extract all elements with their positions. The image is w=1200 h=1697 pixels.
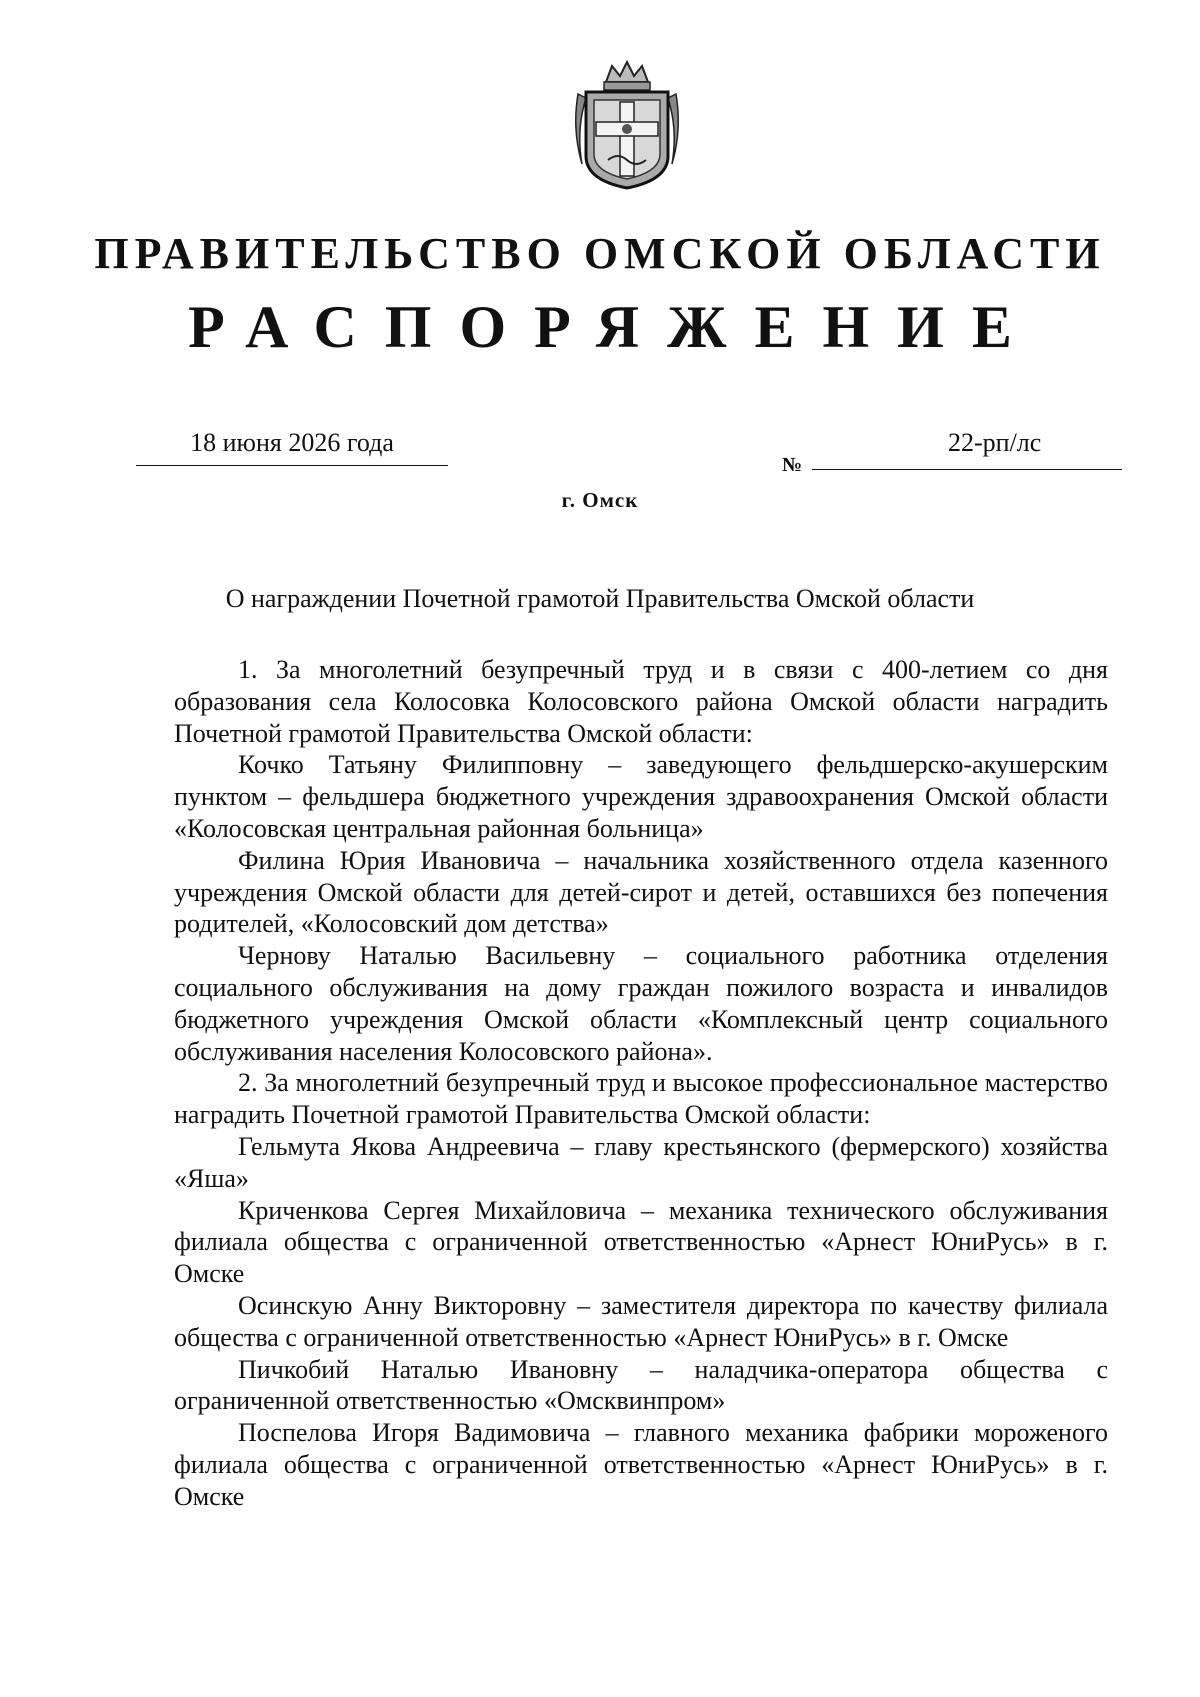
document-body	[174, 654, 1108, 1513]
government-title: ПРАВИТЕЛЬСТВО ОМСКОЙ ОБЛАСТИ	[94, 229, 1106, 278]
coat-of-arms-icon	[568, 60, 686, 190]
document-date: 18 июня 2026 года	[190, 428, 394, 457]
paragraph: 2. За многолетний безупречный труд и высокое профессиональное мастерство наградить Почетной грамотой Правительства Омской области:	[174, 1068, 1108, 1130]
paragraph: Криченкова Сергея Михайловича – механика технического обслуживания филиала общества с ограниченной ответственностью «Арнест ЮниРусь» в г. Омске	[174, 1195, 1108, 1289]
city-name: г. Омск	[561, 488, 639, 512]
paragraph: Пичкобий Наталью Ивановну – наладчика-оператора общества с ограниченной ответственностью «Омсквинпром»	[174, 1354, 1108, 1416]
paragraph: Осинскую Анну Викторовну – заместителя директора по качеству филиала общества с ограниченной ответственностью «Арнест ЮниРусь» в г. Омске	[174, 1290, 1108, 1352]
paragraph: 1. За многолетний безупречный труд и в связи с 400-летием со дня образования села Колосовка Колосовского района Омской области наградить Почетной грамотой Правительства Омской области:	[174, 655, 1108, 748]
date-underline	[136, 465, 448, 466]
paragraph: Гельмута Якова Андреевича – главу крестьянского (фермерского) хозяйства «Яша»	[174, 1131, 1108, 1193]
document-subject: О награждении Почетной грамотой Правительства Омской области	[225, 584, 975, 613]
document-number: 22-рп/лс	[948, 428, 1042, 457]
paragraph: Чернову Наталью Васильевну – социального работника отделения социального обслуживания на дому граждан пожилого возраста и инвалидов бюджетного учреждения Омской области «Комплексный центр социального обслуживания населения Колосовского района».	[174, 941, 1108, 1066]
paragraph: Филина Юрия Ивановича – начальника хозяйственного отдела казенного учреждения Омской области для детей-сирот и детей, оставшихся без попечения родителей, «Колосовский дом детства»	[174, 845, 1108, 939]
paragraph: Кочко Татьяну Филипповну – заведующего фельдшерско-акушерским пунктом – фельдшера бюджетного учреждения здравоохранения Омской области «Колосовская центральная районная больница»	[174, 750, 1108, 843]
number-underline	[812, 469, 1122, 470]
paragraph: Поспелова Игоря Вадимовича – главного механика фабрики мороженого филиала общества с ограниченной ответственностью «Арнест ЮниРусь» в г. Омске	[174, 1418, 1108, 1511]
number-sign: №	[782, 454, 803, 476]
document-type: РАСПОРЯЖЕНИЕ	[188, 294, 1040, 360]
